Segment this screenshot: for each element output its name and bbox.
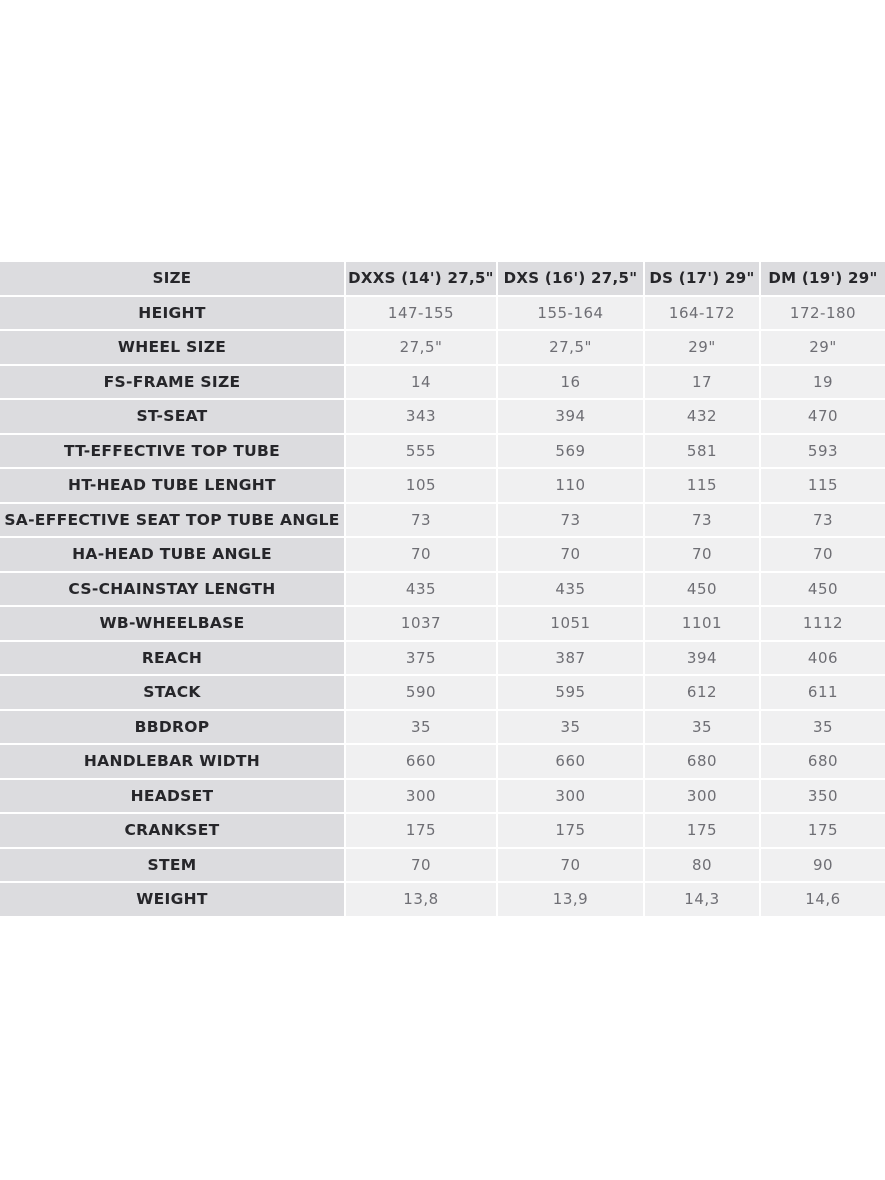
row-value: 612: [645, 676, 761, 711]
table-row: [0, 504, 885, 539]
row-value: 70: [346, 538, 498, 573]
row-value: 569: [498, 435, 645, 470]
row-value: 19: [761, 366, 885, 401]
row-value: 35: [761, 711, 885, 746]
row-value: 660: [498, 745, 645, 780]
row-value: 300: [645, 780, 761, 815]
row-value: 155-164: [498, 297, 645, 332]
row-label: STACK: [0, 676, 346, 711]
row-value: 175: [498, 814, 645, 849]
row-value: 375: [346, 642, 498, 677]
row-label: REACH: [0, 642, 346, 677]
row-value: 29": [761, 331, 885, 366]
row-value: 450: [645, 573, 761, 608]
table-row: [0, 435, 885, 470]
header-size-dxxs: DXXS (14') 27,5": [346, 262, 498, 297]
header-size-dxs: DXS (16') 27,5": [498, 262, 645, 297]
row-value: 14,3: [645, 883, 761, 918]
table-row: [0, 400, 885, 435]
table-body: [0, 297, 885, 918]
row-value: 435: [498, 573, 645, 608]
table-row: [0, 883, 885, 918]
row-label: WHEEL SIZE: [0, 331, 346, 366]
row-value: 73: [645, 504, 761, 539]
table-row: [0, 676, 885, 711]
row-label: FS-FRAME SIZE: [0, 366, 346, 401]
row-value: 73: [498, 504, 645, 539]
row-value: 14: [346, 366, 498, 401]
row-value: 406: [761, 642, 885, 677]
row-value: 110: [498, 469, 645, 504]
row-value: 343: [346, 400, 498, 435]
row-value: 450: [761, 573, 885, 608]
row-value: 470: [761, 400, 885, 435]
row-value: 555: [346, 435, 498, 470]
row-value: 70: [498, 538, 645, 573]
row-value: 13,9: [498, 883, 645, 918]
row-value: 394: [645, 642, 761, 677]
row-value: 300: [346, 780, 498, 815]
row-value: 593: [761, 435, 885, 470]
row-label: HT-HEAD TUBE LENGHT: [0, 469, 346, 504]
table-row: [0, 642, 885, 677]
header-size-label: SIZE: [0, 262, 346, 297]
row-value: 73: [346, 504, 498, 539]
row-value: 680: [645, 745, 761, 780]
row-value: 590: [346, 676, 498, 711]
row-value: 27,5": [498, 331, 645, 366]
row-value: 1112: [761, 607, 885, 642]
header-size-ds: DS (17') 29": [645, 262, 761, 297]
row-label: HANDLEBAR WIDTH: [0, 745, 346, 780]
row-value: 1051: [498, 607, 645, 642]
row-label: TT-EFFECTIVE TOP TUBE: [0, 435, 346, 470]
row-value: 1101: [645, 607, 761, 642]
row-value: 35: [498, 711, 645, 746]
row-value: 1037: [346, 607, 498, 642]
row-value: 611: [761, 676, 885, 711]
row-label: HEIGHT: [0, 297, 346, 332]
row-value: 164-172: [645, 297, 761, 332]
table-row: [0, 849, 885, 884]
row-label: HEADSET: [0, 780, 346, 815]
row-value: 660: [346, 745, 498, 780]
row-value: 80: [645, 849, 761, 884]
row-value: 70: [761, 538, 885, 573]
geometry-size-table: [0, 262, 885, 918]
row-label: WEIGHT: [0, 883, 346, 918]
table-row: [0, 573, 885, 608]
table-row: [0, 745, 885, 780]
row-value: 680: [761, 745, 885, 780]
row-value: 595: [498, 676, 645, 711]
row-value: 29": [645, 331, 761, 366]
row-value: 17: [645, 366, 761, 401]
row-label: STEM: [0, 849, 346, 884]
row-value: 105: [346, 469, 498, 504]
row-value: 70: [346, 849, 498, 884]
row-value: 147-155: [346, 297, 498, 332]
row-value: 175: [761, 814, 885, 849]
row-label: HA-HEAD TUBE ANGLE: [0, 538, 346, 573]
row-value: 581: [645, 435, 761, 470]
row-value: 387: [498, 642, 645, 677]
row-value: 175: [645, 814, 761, 849]
table-row: [0, 297, 885, 332]
row-value: 350: [761, 780, 885, 815]
table-row: [0, 366, 885, 401]
row-value: 70: [498, 849, 645, 884]
table-row: [0, 814, 885, 849]
row-value: 90: [761, 849, 885, 884]
row-value: 27,5": [346, 331, 498, 366]
row-label: BBDROP: [0, 711, 346, 746]
row-value: 35: [346, 711, 498, 746]
table-row: [0, 331, 885, 366]
table-header-row: [0, 262, 885, 297]
row-label: CRANKSET: [0, 814, 346, 849]
row-value: 175: [346, 814, 498, 849]
row-value: 70: [645, 538, 761, 573]
row-value: 35: [645, 711, 761, 746]
row-value: 14,6: [761, 883, 885, 918]
table-row: [0, 469, 885, 504]
row-label: ST-SEAT: [0, 400, 346, 435]
table-row: [0, 711, 885, 746]
row-value: 172-180: [761, 297, 885, 332]
table-row: [0, 780, 885, 815]
table-row: [0, 607, 885, 642]
row-value: 16: [498, 366, 645, 401]
row-value: 435: [346, 573, 498, 608]
row-value: 115: [761, 469, 885, 504]
row-value: 73: [761, 504, 885, 539]
row-value: 13,8: [346, 883, 498, 918]
row-label: WB-WHEELBASE: [0, 607, 346, 642]
row-label: CS-CHAINSTAY LENGTH: [0, 573, 346, 608]
table-row: [0, 538, 885, 573]
row-value: 432: [645, 400, 761, 435]
row-value: 300: [498, 780, 645, 815]
row-label: SA-EFFECTIVE SEAT TOP TUBE ANGLE: [0, 504, 346, 539]
row-value: 115: [645, 469, 761, 504]
row-value: 394: [498, 400, 645, 435]
header-size-dm: DM (19') 29": [761, 262, 885, 297]
